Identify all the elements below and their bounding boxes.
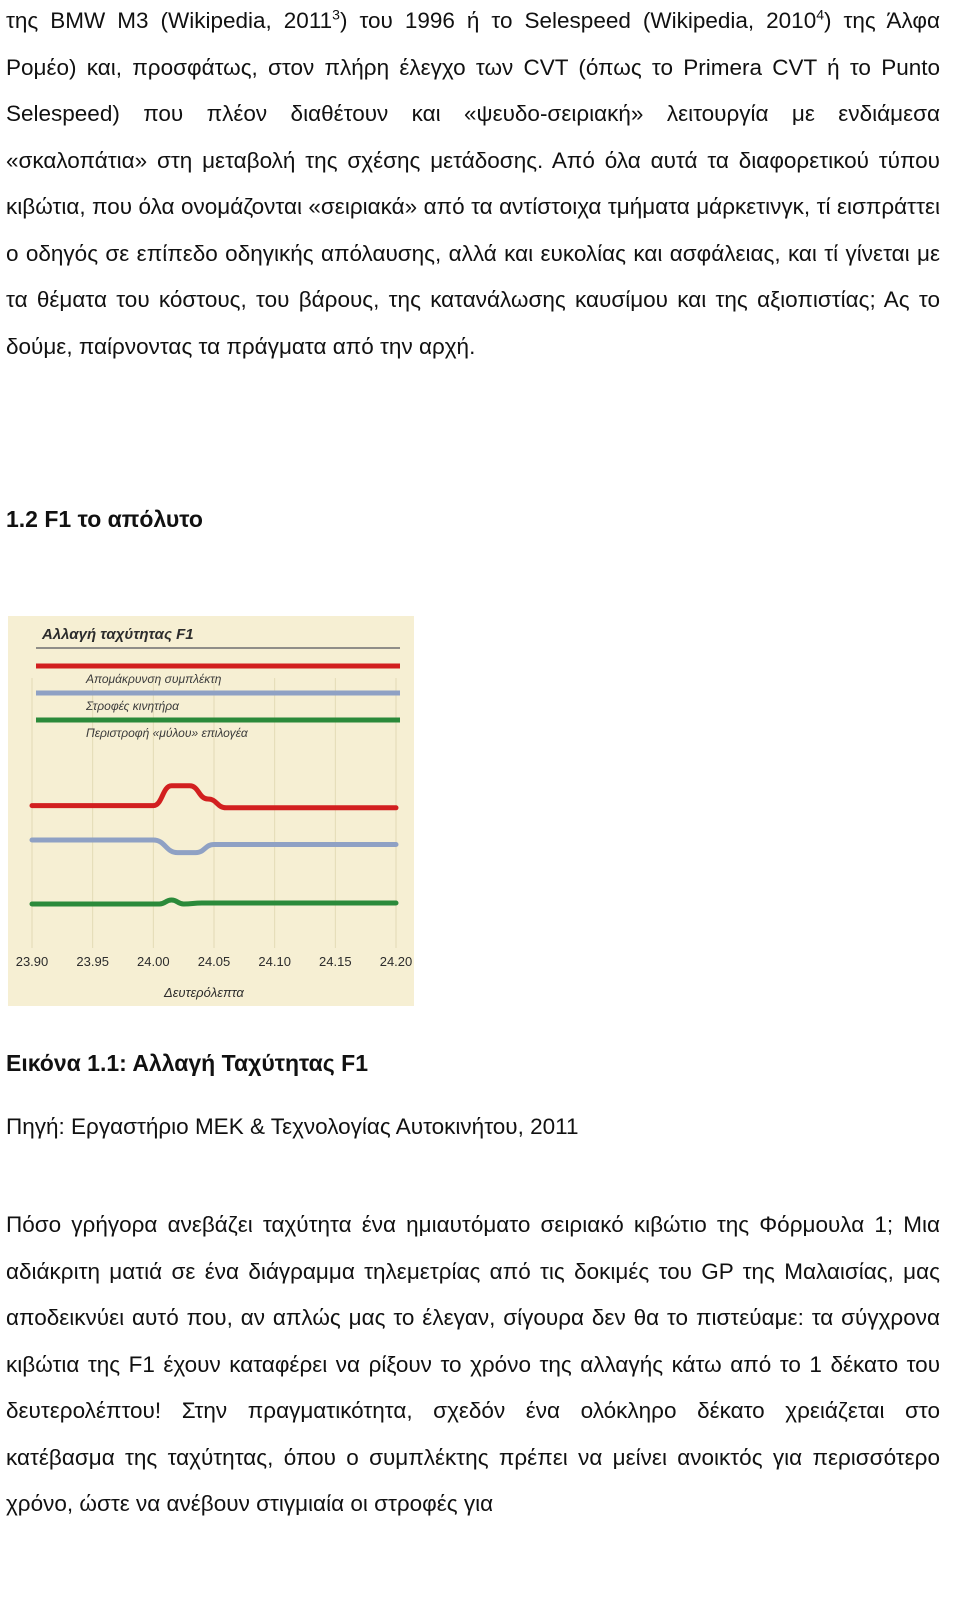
x-tick-label-3: 24.05 — [197, 954, 231, 969]
figure-source: Πηγή: Εργαστήριο ΜΕΚ & Τεχνολογίας Αυτοκινήτου, 2011 — [6, 1114, 579, 1139]
chart-svg — [8, 608, 414, 1006]
x-tick-label-4: 24.10 — [258, 954, 291, 969]
section-heading: 1.2 F1 το απόλυτο — [6, 506, 203, 532]
x-tick-label-5: 24.15 — [319, 954, 352, 969]
chart-title: Αλλαγή ταχύτητας F1 — [42, 626, 194, 643]
x-tick-label-6: 24.20 — [379, 954, 413, 969]
x-tick-label-2: 24.00 — [137, 954, 170, 969]
x-tick-label-1: 23.95 — [76, 954, 109, 969]
x-tick-label-0: 23.90 — [15, 954, 49, 969]
footnote-ref-4[interactable]: 4 — [816, 6, 825, 23]
footnote-ref-3[interactable]: 3 — [332, 6, 340, 23]
chart-top-margin — [8, 608, 414, 616]
paragraph-intro-text-1: της BMW M3 (Wikipedia, 2011 — [6, 8, 333, 33]
paragraph-intro-text-3: ) της Άλφα Ρομέο) και, προσφάτως, στον πλήρη έλεγχο των CVT (όπως το Primera CVT ή το Punto Selespeed) που πλέον διαθέτουν και «ψευδο-σειριακή» λειτουργία με ενδιάμεσα «σκαλοπάτια» στη μεταβολή της σχέσης μετάδοσης. Από όλα αυτά τα διαφορετικού τύπου κιβώτια, που όλα ονομάζονται «σειριακά» από τα αντίστοιχα τμήματα μάρκετινγκ, τί εισπράττει ο οδηγός σε επίπεδο οδηγικής απόλαυσης, αλλά και ευκολίας και ασφάλειας, και τί γίνεται με τα θέματα του κόστους, του βάρους, της κατανάλωσης καυσίμου και της αξιοπιστίας; Ας το δούμε, παίρνοντας τα πράγματα από την αρχή. — [6, 8, 940, 359]
figure-caption: Εικόνα 1.1: Αλλαγή Ταχύτητας F1 — [6, 1050, 368, 1076]
chart-x-axis-label: Δευτερόλεπτα — [164, 985, 244, 1000]
figure-gear-change-chart — [8, 608, 414, 1006]
legend-label-2: Περιστροφή «μύλου» επιλογέα — [86, 726, 248, 740]
paragraph-intro-text-2: ) του 1996 ή το Selespeed (Wikipedia, 2010 — [339, 8, 817, 33]
paragraph-intro — [6, 0, 940, 370]
legend-label-0: Απομάκρυνση συμπλέκτη — [86, 672, 222, 686]
legend-label-1: Στροφές κινητήρα — [86, 699, 179, 713]
paragraph-body: Πόσο γρήγορα ανεβάζει ταχύτητα ένα ημιαυτόματο σειριακό κιβώτιο της Φόρμουλα 1; Μια αδιάκριτη ματιά σε ένα διάγραμμα τηλεμετρίας από τις δοκιμές του GP της Μαλαισίας, μας αποδεικνύει αυτό που, αν απλώς μας το έλεγαν, σίγουρα δεν θα το πιστεύαμε: τα σύγχρονα κιβώτια της F1 έχουν καταφέρει να ρίξουν το χρόνο της αλλαγής κάτω από το 1 δέκατο του δευτερολέπτου! Στην πραγματικότητα, σχεδόν ένα ολόκληρο δέκατο χρειάζεται στο κατέβασμα της ταχύτητας, όπου ο συμπλέκτης πρέπει να μείνει ανοικτός για περισσότερο χρόνο, ώστε να ανέβουν στιγμιαία οι στροφές για — [6, 1212, 940, 1516]
